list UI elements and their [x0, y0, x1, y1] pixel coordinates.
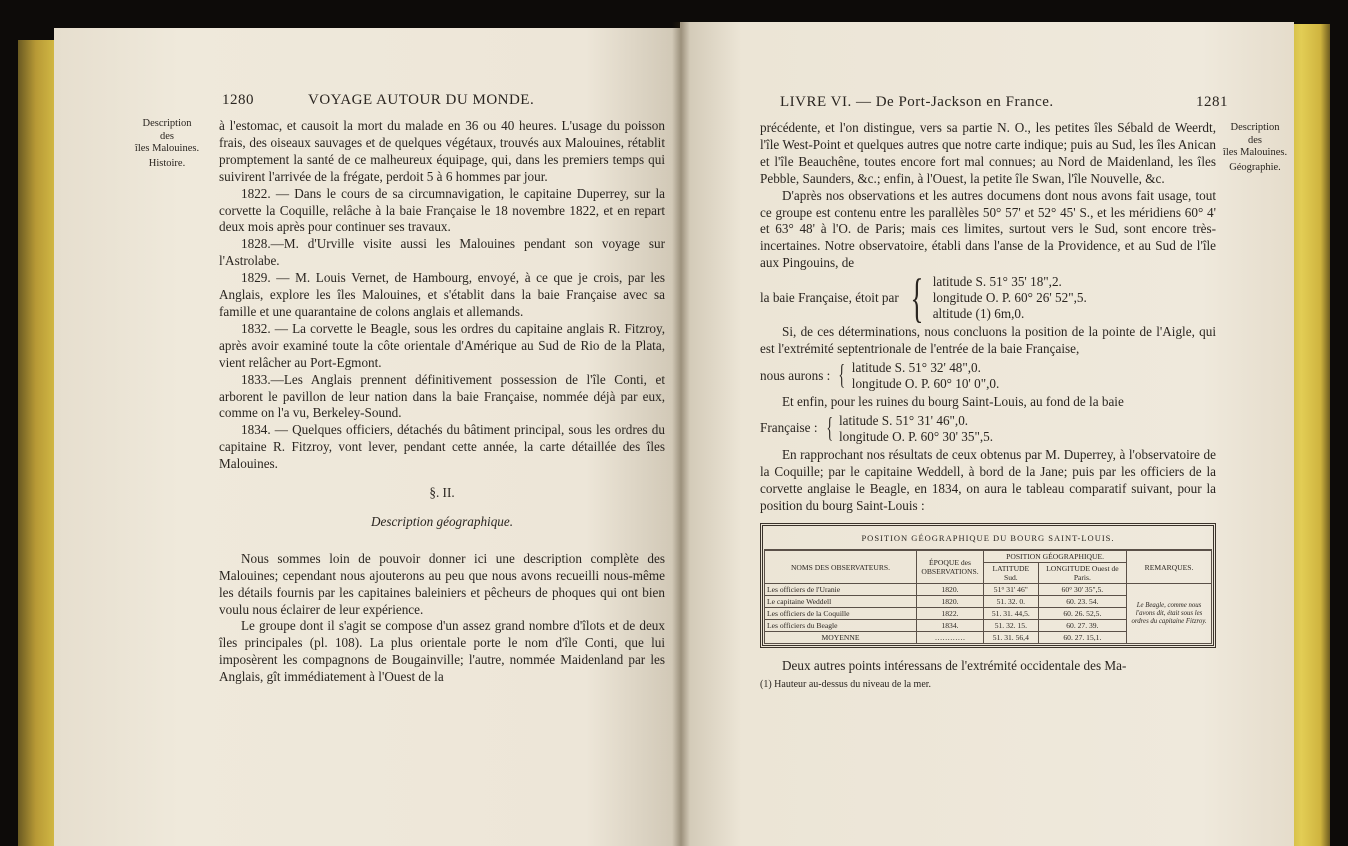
col-header-epoque: ÉPOQUE des OBSERVATIONS.	[916, 551, 983, 584]
paragraph: 1833.—Les Anglais prennent définitivement possession de l'île Conti, et arborent le pavillon de leur nation dans la baie Française, nommée déjà par eux, comme on l'a vu, Berkeley-Sound.	[219, 371, 665, 421]
right-page	[680, 22, 1294, 846]
right-text-column	[760, 120, 1216, 691]
paragraph: 1832. — La corvette le Beagle, sous les ordres du capitaine anglais R. Fitzroy, après avoir examiné toute la côte orientale d'Amérique au Sud de Rio de la Plata, vient relâcher au Port-Egmont.	[219, 320, 665, 370]
section-number: §. II.	[429, 485, 455, 501]
pointe-aigle-coordinates: nous aurons : { latitude S. 51° 32' 48",0. longitude O. P. 60° 10' 0",0.	[760, 359, 1000, 391]
paragraph: Si, de ces déterminations, nous concluons la position de la pointe de l'Aigle, qui est l'extrémité septentrionale de l'entrée de la baie Française,	[760, 324, 1216, 357]
table-row: Le capitaine Weddell 1820. 51. 32. 0. 60. 23. 54.	[765, 596, 1212, 608]
col-header-position: POSITION GÉOGRAPHIQUE.	[984, 551, 1127, 563]
table-row: Les officiers du Beagle 1834. 51. 32. 15. 60. 27. 39.	[765, 620, 1212, 632]
paragraph: 1834. — Quelques officiers, détachés du bâtiment principal, sous les ordres du capitaine R. Fitzroy, vont lever, pendant cette année, la carte détaillée des îles Malouines.	[219, 422, 665, 472]
right-margin-note: Description des îles Malouines. Géographie.	[1222, 122, 1288, 173]
col-header-names: NOMS DES OBSERVATEURS.	[765, 551, 917, 584]
right-running-head: LIVRE VI. — De Port-Jackson en France.	[780, 94, 1054, 110]
col-header-remarks: REMARQUES.	[1127, 551, 1212, 584]
paragraph: D'après nos observations et les autres documens dont nous avons fait usage, tout ce groupe est contenu entre les parallèles 50° 57' et 52° 45' S., et les méridiens 60° 4' et 63° 48' à l'O. de Paris; mais ces limites, surtout vers le Sud, sont encore très-incertaines. Notre observatoire, établi dans l'anse de la Providence, et au Sud de l'île aux Pingouins, de	[760, 187, 1216, 271]
paragraph: Le groupe dont il s'agit se compose d'un assez grand nombre d'îlots et de deux îles principales (pl. 108). La plus orientale porte le nom d'île Conti, que lui imposèrent les compagnons de Bougainville; l'autre, nommée Maidenland par les Anglais, gît immédiatement à l'Ouest de la	[219, 618, 665, 685]
col-header-lat: LATITUDE Sud.	[984, 563, 1039, 584]
right-page-number: 1281	[1196, 94, 1228, 110]
paragraph: 1829. — M. Louis Vernet, de Hambourg, envoyé, à ce que je crois, par les Anglais, explore les îles Malouines, et s'établit dans la baie Française avec sa famille et une quarantaine de colons anglais et allemands.	[219, 270, 665, 319]
col-header-lon: LONGITUDE Ouest de Paris.	[1038, 563, 1126, 584]
left-running-head: VOYAGE AUTOUR DU MONDE.	[308, 92, 535, 108]
table-caption: POSITION GÉOGRAPHIQUE DU BOURG SAINT-LOUIS.	[764, 527, 1212, 551]
paragraph: à l'estomac, et causoit la mort du malade en 36 ou 40 heures. L'usage du poisson frais, des oiseaux sauvages et de quelques végétaux, trouvés aux Malouines, rétablit promptement la santé de ce malheureux équipage, qui, dans les premiers temps qui suivirent l'arrivée de la frégate, perdoit 5 à 6 hommes par jour.	[219, 118, 665, 184]
paragraph: 1828.—M. d'Urville visite aussi les Malouines pendant son voyage sur l'Astrolabe.	[219, 236, 665, 269]
left-text-column	[219, 118, 665, 686]
paragraph: En rapprochant nos résultats de ceux obtenus par M. Duperrey, à l'observatoire de la Coquille; par le capitaine Weddell, à bord de la Jane; puis par les officiers de la corvette anglaise le Beagle, en 1834, on aura le tableau comparatif suivant, pour la position du bourg Saint-Louis :	[760, 446, 1216, 513]
left-page-number: 1280	[222, 92, 254, 108]
saint-louis-coordinates: Française : { latitude S. 51° 31' 46",0. longitude O. P. 60° 30' 35",5.	[760, 412, 994, 444]
left-page	[54, 28, 680, 846]
book-gutter	[672, 22, 690, 846]
paragraph: 1822. — Dans le cours de sa circumnavigation, le capitaine Duperrey, sur la corvette la Coquille, relâche à la baie Française le 18 novembre 1822, et en repart deux mois après pour continuer ses travaux.	[219, 185, 665, 235]
table-remark: Le Beagle, comme nous l'avons dit, était sous les ordres du capitaine Fitzroy.	[1127, 584, 1212, 644]
footnote: (1) Hauteur au-dessus du niveau de la mer.	[760, 679, 932, 691]
paragraph: précédente, et l'on distingue, vers sa partie N. O., les petites îles Sébald de Weerdt, l'île West-Point et quelques autres que notre carte indique; puis au Sud, les îles Anican et l'île Beauchêne, toutes encore fort mal connues; au Nord de Maidenland, les îles Pebble, Saunders, &c.; enfin, à l'Ouest, la petite île Swan, l'île Nouvelle, &c.	[760, 120, 1216, 186]
paragraph: Deux autres points intéressans de l'extrémité occidentale des Ma-	[782, 658, 1127, 674]
position-table	[760, 523, 1216, 649]
left-margin-note: Description des îles Malouines. Histoire.	[134, 118, 200, 169]
table-row: Les officiers de l'Uranie 1820. 51° 31' 46" 60° 30' 35",5. Le Beagle, comme nous l'avons dit, était sous les ordres du capitaine Fitzroy.	[765, 584, 1212, 596]
table-mean-row: MOYENNE ………… 51. 31. 56,4 60. 27. 15,1.	[765, 632, 1212, 644]
paragraph: Et enfin, pour les ruines du bourg Saint-Louis, au fond de la baie	[782, 393, 1124, 409]
table-row: Les officiers de la Coquille 1822. 51. 31. 44,5. 60. 26. 52,5.	[765, 608, 1212, 620]
observatory-coordinates: la baie Française, étoit par { latitude S. 51° 35' 18",2. longitude O. P. 60° 26' 52",5. altitude (1) 6m,0.	[760, 268, 1087, 329]
paragraph: Nous sommes loin de pouvoir donner ici une description complète des Malouines; cependant nous ajouterons au peu que nous avons recueilli nous-même les détails fournis par les capitaines baleiniers et pêcheurs de phoques qui ont bien voulu nous éclairer de leur expérience.	[219, 550, 665, 617]
section-title: Description géographique.	[370, 513, 514, 529]
